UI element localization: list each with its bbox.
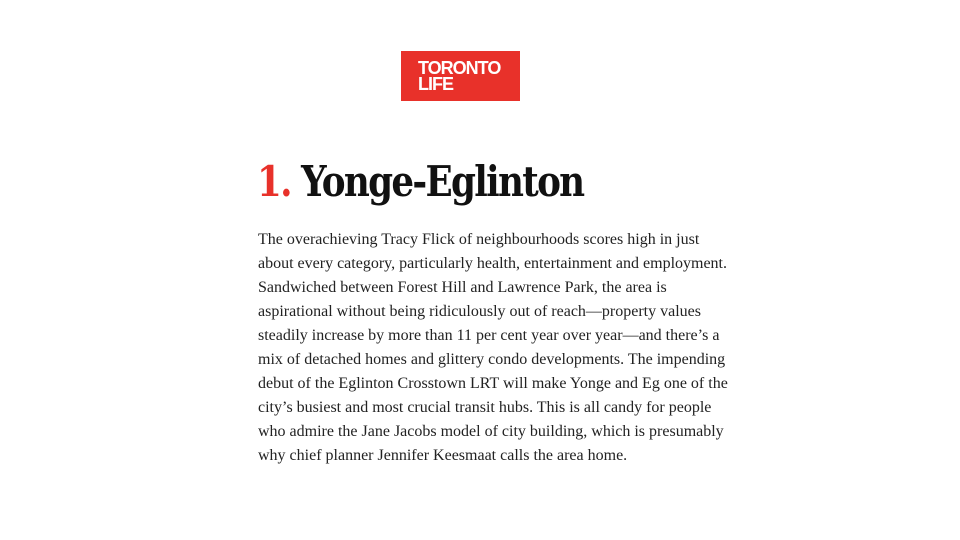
logo-line-life: LIFE (418, 74, 453, 94)
logo-line-toronto: TORONTO (418, 58, 501, 78)
article-title: Yonge-Eglinton (301, 157, 584, 206)
toronto-life-logo (401, 51, 520, 101)
article-number: 1. (257, 157, 291, 206)
article-body: The overachieving Tracy Flick of neighbourhoods scores high in just about every category, particularly health, entertainment and employment. Sandwiched between Forest Hill and Lawrence Park, the area is aspirational without being ridiculously out of reach—property values steadily increase by more than 11 per cent year over year—and there’s a mix of detached homes and glittery condo developments. The impending debut of the Eglinton Crosstown LRT will make Yonge and Eg one of the city’s busiest and most crucial transit hubs. This is all candy for people who admire the Jane Jacobs model of city building, which is presumably why chief planner Jennifer Keesmaat calls the area home. (258, 231, 728, 464)
article-heading (257, 154, 583, 210)
